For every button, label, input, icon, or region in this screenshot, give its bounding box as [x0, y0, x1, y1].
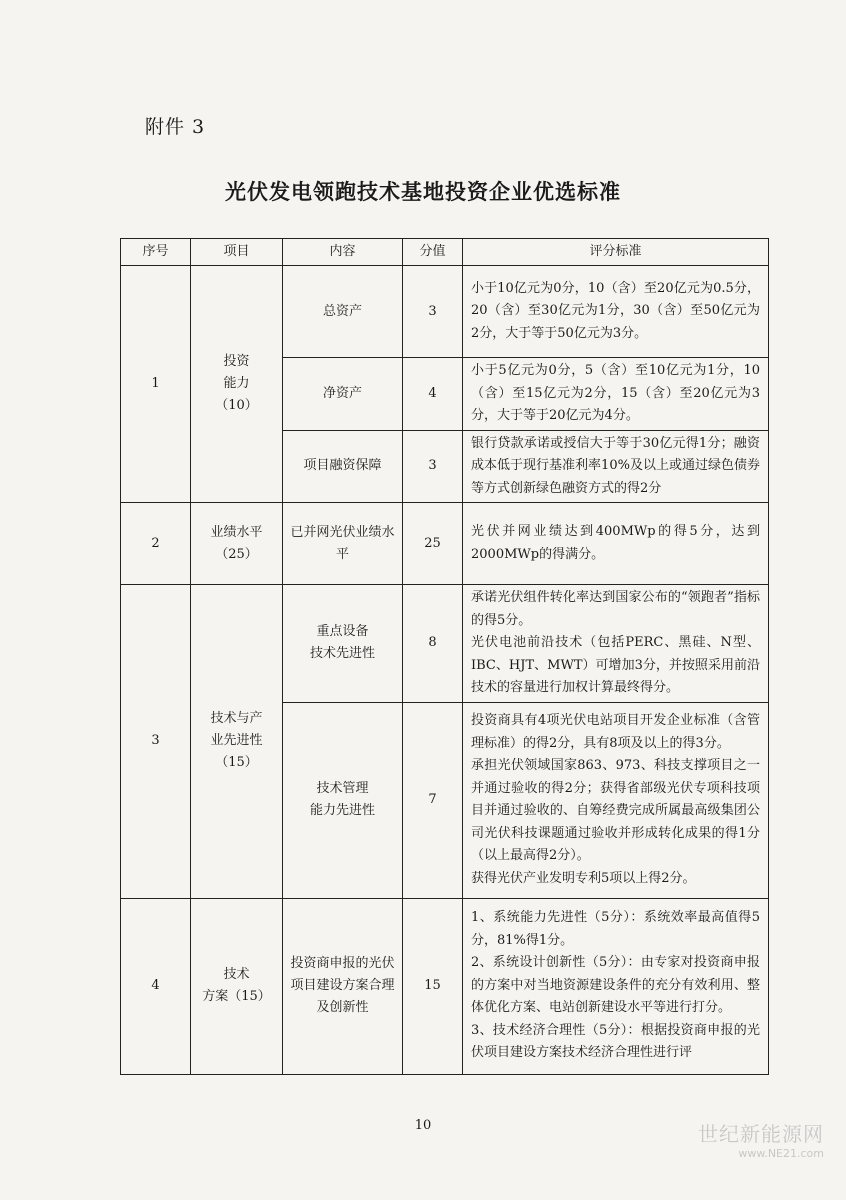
score-cell: 3: [403, 266, 463, 358]
header-cell: 序号: [121, 239, 191, 266]
header-cell: 评分标准: [463, 239, 769, 266]
item-line: （15）: [215, 755, 258, 771]
score-cell: 25: [403, 503, 463, 585]
criteria-paragraph: 获得光伏产业发明专利5项以上得2分。: [471, 870, 696, 886]
item-line: 能力: [223, 376, 250, 391]
criteria-table: [120, 238, 769, 1075]
score-cell: 3: [403, 430, 463, 503]
watermark: [698, 1118, 824, 1160]
criteria-cell: [463, 702, 769, 898]
content-cell: [283, 430, 403, 503]
criteria-paragraph: 光伏并网业绩达到400MWp的得5分，达到2000MWp的得满分。: [471, 524, 760, 562]
criteria-cell: [463, 266, 769, 358]
header-cell: 项目: [191, 239, 283, 266]
criteria-paragraph: 光伏电池前沿技术（包括PERC、黑硅、N型、IBC、HJT、MWT）可增加3分，并按照采用前沿技术的容量进行加权计算最终得分。: [471, 635, 760, 695]
content-cell: [283, 266, 403, 358]
table-row: [121, 898, 769, 1074]
criteria-cell: [463, 503, 769, 585]
item-cell: [191, 503, 283, 585]
watermark-url: www.NE21.com: [738, 1147, 824, 1160]
content-cell: [283, 358, 403, 431]
document-title: 光伏发电领跑技术基地投资企业优选标准: [225, 180, 621, 204]
criteria-paragraph: 银行贷款承诺或授信大于等于30亿元得1分；融资成本低于现行基准利率10%及以上或通过绿色债券等方式创新绿色融资方式的得2分: [471, 435, 760, 496]
content-line: 项目融资保障: [303, 458, 382, 474]
score-cell: 7: [403, 702, 463, 898]
criteria-cell: [463, 898, 769, 1074]
criteria-paragraph: 承诺光伏组件转化率达到国家公布的“领跑者”指标的得5分。: [471, 590, 760, 628]
table-row: [121, 585, 769, 703]
criteria-paragraph: 1、系统能力先进性（5分）：系统效率最高值得5分，81%得1分。: [471, 910, 760, 948]
criteria-paragraph: 小于5亿元为0分，5（含）至10亿元为1分，10（含）至15亿元为2分，15（含）至20亿元为3分，大于等于20亿元为4分。: [471, 363, 760, 423]
content-line: 技术先进性: [309, 646, 375, 662]
item-line: 投资: [223, 354, 250, 369]
criteria-cell: [463, 430, 769, 503]
attachment-label: 附件 3: [145, 116, 206, 138]
criteria-paragraph: 2、系统设计创新性（5分）：由专家对投资商申报的方案中对当地资源建设条件的充分有效利用、整体优化方案、电站创新建设水平等进行打分。: [471, 955, 760, 1016]
serial-number-cell: 2: [121, 503, 191, 585]
item-line: 方案（15）: [202, 989, 271, 1004]
content-line: 已并网光伏业绩水: [290, 524, 395, 540]
content-line: 技术管理: [316, 781, 369, 796]
criteria-cell: [463, 358, 769, 431]
content-cell: [283, 503, 403, 585]
criteria-paragraph: 3、技术经济合理性（5分）：根据投资商申报的光伏项目建设方案技术经济合理性进行评: [471, 1022, 760, 1061]
content-line: 项目建设方案合理: [290, 978, 395, 993]
item-line: （10）: [215, 398, 258, 413]
score-cell: 4: [403, 358, 463, 431]
serial-number-cell: 1: [121, 266, 191, 503]
watermark-name: 世纪新能源网: [698, 1122, 824, 1146]
item-line: 业绩水平: [210, 524, 263, 540]
page-number: 10: [414, 1118, 432, 1133]
item-line: （25）: [215, 546, 258, 562]
content-cell: [283, 702, 403, 898]
content-line: 及创新性: [316, 1000, 369, 1015]
item-line: 技术: [223, 967, 250, 982]
score-cell: 8: [403, 585, 463, 703]
content-line: 平: [335, 546, 349, 562]
score-cell: 15: [403, 898, 463, 1074]
content-cell: [283, 898, 403, 1074]
header-cell: 分值: [403, 239, 463, 266]
content-line: 能力先进性: [309, 803, 375, 818]
content-cell: [283, 585, 403, 703]
table-header-row: [121, 239, 769, 266]
item-cell: [191, 898, 283, 1074]
criteria-cell: [463, 585, 769, 703]
content-line: 总资产: [322, 303, 362, 319]
content-line: 投资商申报的光伏: [290, 956, 395, 971]
table-row: [121, 503, 769, 585]
header-cell: 内容: [283, 239, 403, 266]
content-line: 净资产: [322, 385, 362, 401]
criteria-paragraph: 承担光伏领域国家863、973、科技支撑项目之一并通过验收的得2分；获得省部级光伏专项科技项目并通过验收的、自筹经费完成所属最高级集团公司光伏科技课题通过验收并形成转化成果的得1分（以上最高得2分）。: [471, 758, 760, 863]
item-cell: [191, 266, 283, 503]
item-line: 业先进性: [210, 733, 263, 749]
item-line: 技术与产: [210, 711, 263, 727]
table-body: [121, 266, 769, 1075]
serial-number-cell: 4: [121, 898, 191, 1074]
criteria-paragraph: 投资商具有4项光伏电站项目开发企业标准（含管理标准）的得2分，具有8项及以上的得3分。: [471, 713, 760, 751]
serial-number-cell: 3: [121, 585, 191, 899]
item-cell: [191, 585, 283, 899]
criteria-paragraph: 小于10亿元为0分，10（含）至20亿元为0.5分，20（含）至30亿元为1分，30（含）至50亿元为2分，大于等于50亿元为3分。: [471, 280, 760, 341]
table-row: [121, 266, 769, 358]
content-line: 重点设备: [316, 624, 369, 640]
